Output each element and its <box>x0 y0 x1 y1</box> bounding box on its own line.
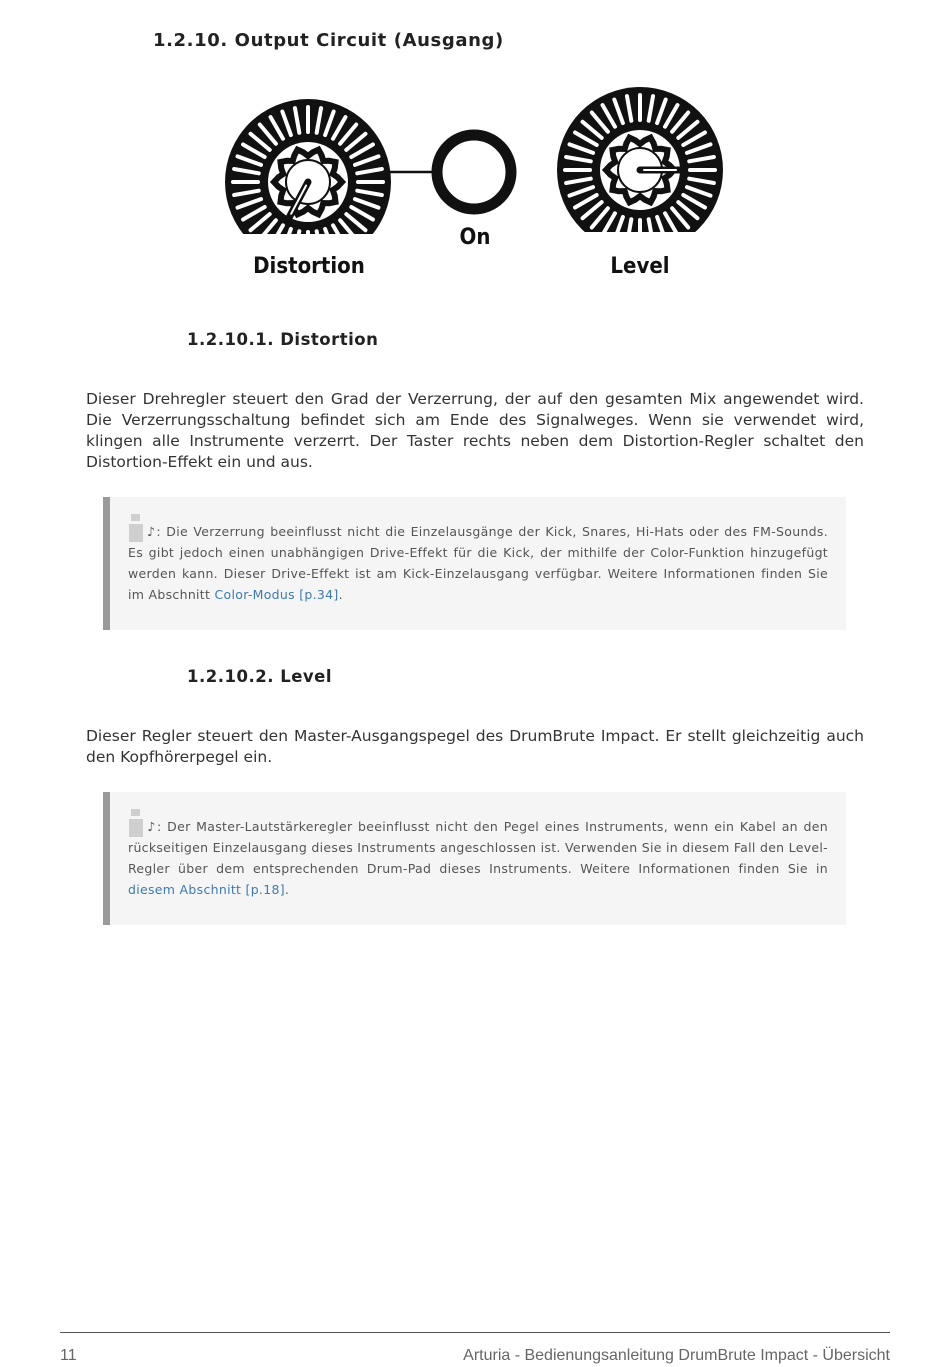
level-note-text <box>128 816 828 900</box>
info-icon <box>128 514 142 542</box>
info-icon <box>128 809 142 837</box>
distortion-note-suffix: . <box>338 587 343 602</box>
level-note-suffix: . <box>284 882 290 897</box>
level-paragraph: Dieser Regler steuert den Master-Ausgangspegel des DrumBrute Impact. Er stellt gleichzeitig auch den Kopfhörerpegel ein. <box>86 727 864 766</box>
knob-distortion-icon <box>225 99 391 265</box>
distortion-note-text <box>128 521 828 605</box>
level-knob-label: Level <box>610 254 670 279</box>
level-note-prefix: ♪: Der Master-Lautstärkeregler beeinflusst nicht den Pegel eines Instruments, wenn ein Kabel an den rückseitigen Einzelausgang dieses Instruments angeschlossen ist. Verwenden Sie in diesem Fall den Level-Regler über dem entsprechenden Drum-Pad dieses Instruments. Weitere Informationen finden Sie in <box>128 819 828 876</box>
section-heading: 1.2.10. Output Circuit (Ausgang) <box>153 30 504 51</box>
distortion-heading: 1.2.10.1. Distortion <box>187 330 379 349</box>
section-link[interactable]: diesem Abschnitt [p.18] <box>128 882 285 897</box>
color-modus-link[interactable]: Color-Modus [p.34] <box>214 587 339 602</box>
footer-divider <box>60 1332 890 1333</box>
distortion-note-prefix: ♪: Die Verzerrung beeinflusst nicht die Einzelausgänge der Kick, Snares, Hi-Hats oder des FM-Sounds. Es gibt jedoch einen unabhängigen Drive-Effekt für die Kick, der mithilfe der Color-Funktion hinzugefügt werden kann. Dieser Drive-Effekt ist am Kick-Einzelausgang verfügbar. Weitere Informationen finden Sie im Abschnitt <box>128 524 828 602</box>
distortion-paragraph: Dieser Drehregler steuert den Grad der Verzerrung, der auf den gesamten Mix angewendet wird. Die Verzerrungsschaltung befindet sich am Ende des Signalweges. Wenn sie verwendet wird, klingen alle Instrumente verzerrt. Der Taster rechts neben dem Distortion-Regler schaltet den Distortion-Effekt ein und aus. <box>86 390 864 471</box>
distortion-note <box>103 497 846 630</box>
distortion-knob-label: Distortion <box>253 254 365 279</box>
page-number: 11 <box>60 1347 77 1364</box>
footer-title: Arturia - Bedienungsanleitung DrumBrute Impact - Übersicht <box>463 1347 890 1364</box>
level-note <box>103 792 846 925</box>
on-button-label: On <box>459 225 491 250</box>
level-heading: 1.2.10.2. Level <box>187 667 333 686</box>
on-button-icon <box>437 135 511 209</box>
knob-level-icon <box>557 87 723 253</box>
output-circuit-figure <box>220 80 740 290</box>
